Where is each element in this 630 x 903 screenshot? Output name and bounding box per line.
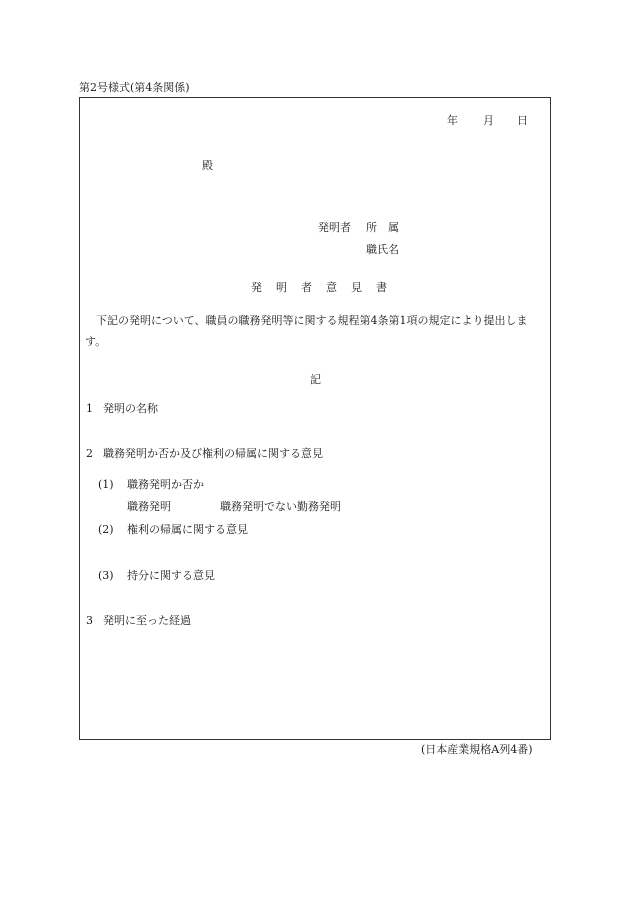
section-3-number: 3 (86, 614, 93, 627)
position-name-label: 職氏名 (366, 243, 399, 256)
date-month-label: 月 (483, 114, 494, 127)
subsection-1-number: (1) (98, 478, 114, 491)
inventor-label: 発明者 (318, 221, 351, 234)
document-title: 発明者意見書 (251, 281, 401, 294)
body-paragraph (85, 310, 545, 352)
subsection-2-number: (2) (98, 523, 114, 536)
date-day-label: 日 (517, 114, 528, 127)
footer-standard-note: (日本産業規格A列4番) (421, 743, 533, 756)
section-1-number: 1 (86, 402, 93, 415)
affiliation-label: 所 属 (366, 221, 399, 234)
section-3-label: 発明に至った経過 (103, 614, 191, 627)
form-number-label: 第2号様式(第4条関係) (79, 81, 190, 94)
subsection-3-number: (3) (98, 569, 114, 582)
subsection-2-label: 権利の帰属に関する意見 (127, 523, 248, 536)
body-text: 下記の発明について、職員の職務発明等に関する規程第4条第1項の規定により提出します。 (85, 314, 528, 348)
section-2-number: 2 (86, 447, 93, 460)
addressee-suffix: 殿 (202, 159, 213, 172)
section-1-label: 発明の名称 (103, 402, 158, 415)
section-2-label: 職務発明か否か及び権利の帰属に関する意見 (103, 447, 323, 460)
option-non-employee-invention: 職務発明でない勤務発明 (220, 500, 341, 513)
ki-heading: 記 (310, 373, 321, 386)
option-employee-invention: 職務発明 (127, 500, 171, 513)
form-frame (79, 97, 551, 740)
subsection-3-label: 持分に関する意見 (127, 569, 215, 582)
date-year-label: 年 (447, 114, 458, 127)
subsection-1-label: 職務発明か否か (127, 478, 204, 491)
